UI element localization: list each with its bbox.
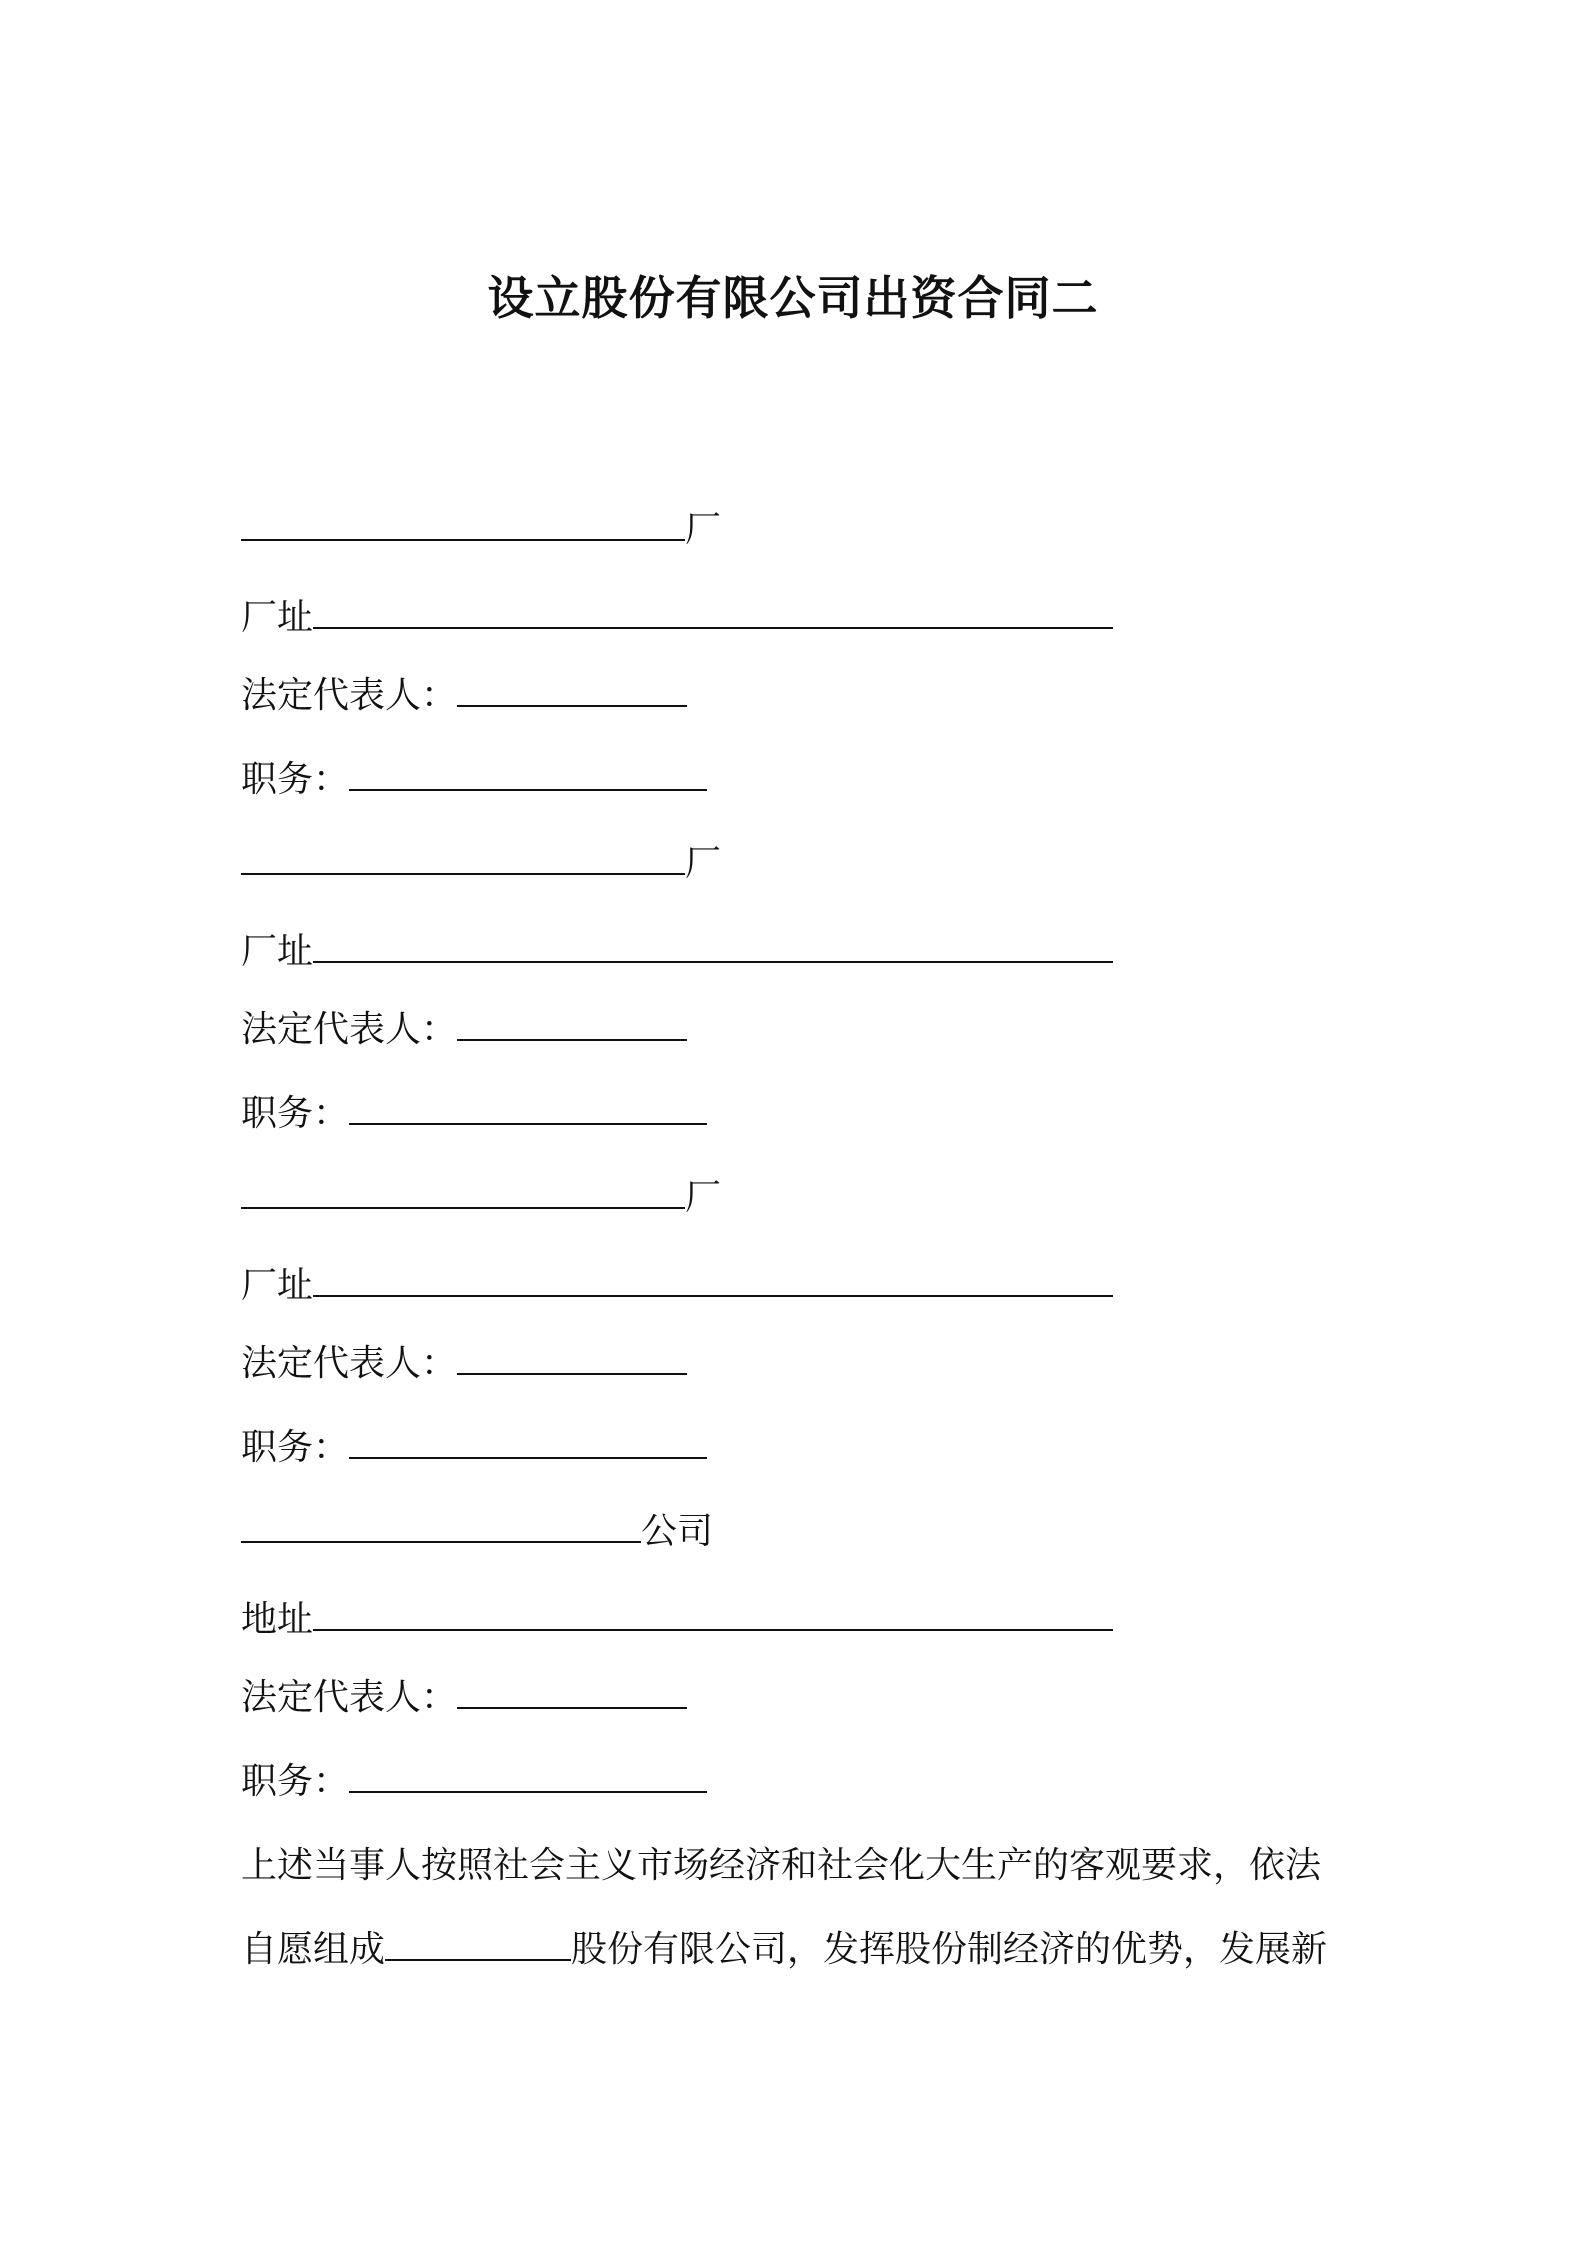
party-4-rep-label: 法定代表人： — [241, 1677, 458, 1718]
party-2-name-blank — [241, 841, 685, 875]
party-4-address-label: 地址 — [241, 1599, 314, 1640]
party-3-name-blank — [241, 1175, 685, 1209]
party-1-name-suffix: 厂 — [685, 509, 722, 550]
party-4-position-line — [241, 1758, 707, 1806]
party-4-position-blank — [349, 1759, 707, 1793]
party-4-address-blank — [313, 1597, 1113, 1631]
party-4-rep-line — [241, 1674, 687, 1722]
party-1-rep-label: 法定代表人： — [241, 675, 458, 716]
party-2-position-blank — [349, 1091, 707, 1125]
intro-paragraph-line-1: 上述当事人按照社会主义市场经济和社会化大生产的客观要求，依法 — [241, 1845, 1322, 1886]
party-4-rep-blank — [457, 1675, 687, 1709]
party-3-position-label: 职务： — [241, 1427, 350, 1468]
party-1-rep-line — [241, 672, 687, 720]
party-2-position-line — [241, 1090, 707, 1138]
party-1-address-blank — [313, 595, 1113, 629]
document-title: 设立股份有限公司出资合同二 — [487, 271, 1099, 325]
party-1-name-line — [241, 506, 721, 554]
party-3-position-line — [241, 1424, 707, 1472]
party-1-rep-blank — [457, 673, 687, 707]
party-3-address-label: 厂址 — [241, 1265, 314, 1306]
party-3-address-blank — [313, 1263, 1113, 1297]
party-2-address-label: 厂址 — [241, 931, 314, 972]
party-2-address-blank — [313, 929, 1113, 963]
party-1-address-line — [241, 594, 1113, 642]
party-2-address-line — [241, 928, 1113, 976]
company-name-blank — [385, 1927, 571, 1961]
party-4-name-line — [241, 1508, 713, 1556]
party-4-address-line — [241, 1596, 1113, 1644]
intro-paragraph-line-2 — [241, 1926, 1361, 1974]
party-2-name-line — [241, 840, 721, 888]
intro-line-2-start: 自愿组成 — [241, 1929, 386, 1970]
party-3-rep-label: 法定代表人： — [241, 1343, 458, 1384]
party-3-name-suffix: 厂 — [685, 1177, 722, 1218]
party-3-position-blank — [349, 1425, 707, 1459]
party-2-rep-line — [241, 1006, 687, 1054]
party-3-rep-line — [241, 1340, 687, 1388]
party-2-rep-label: 法定代表人： — [241, 1009, 458, 1050]
intro-line-2-end: 股份有限公司，发挥股份制经济的优势，发展新 — [571, 1929, 1328, 1970]
party-1-address-label: 厂址 — [241, 597, 314, 638]
party-2-name-suffix: 厂 — [685, 843, 722, 884]
party-3-name-line — [241, 1174, 721, 1222]
party-1-position-label: 职务： — [241, 759, 350, 800]
party-4-name-blank — [241, 1509, 641, 1543]
party-2-rep-blank — [457, 1007, 687, 1041]
party-3-address-line — [241, 1262, 1113, 1310]
party-4-position-label: 职务： — [241, 1761, 350, 1802]
party-1-position-blank — [349, 757, 707, 791]
party-1-name-blank — [241, 507, 685, 541]
party-3-rep-blank — [457, 1341, 687, 1375]
party-1-position-line — [241, 756, 707, 804]
party-2-position-label: 职务： — [241, 1093, 350, 1134]
party-4-name-suffix: 公司 — [641, 1511, 714, 1552]
